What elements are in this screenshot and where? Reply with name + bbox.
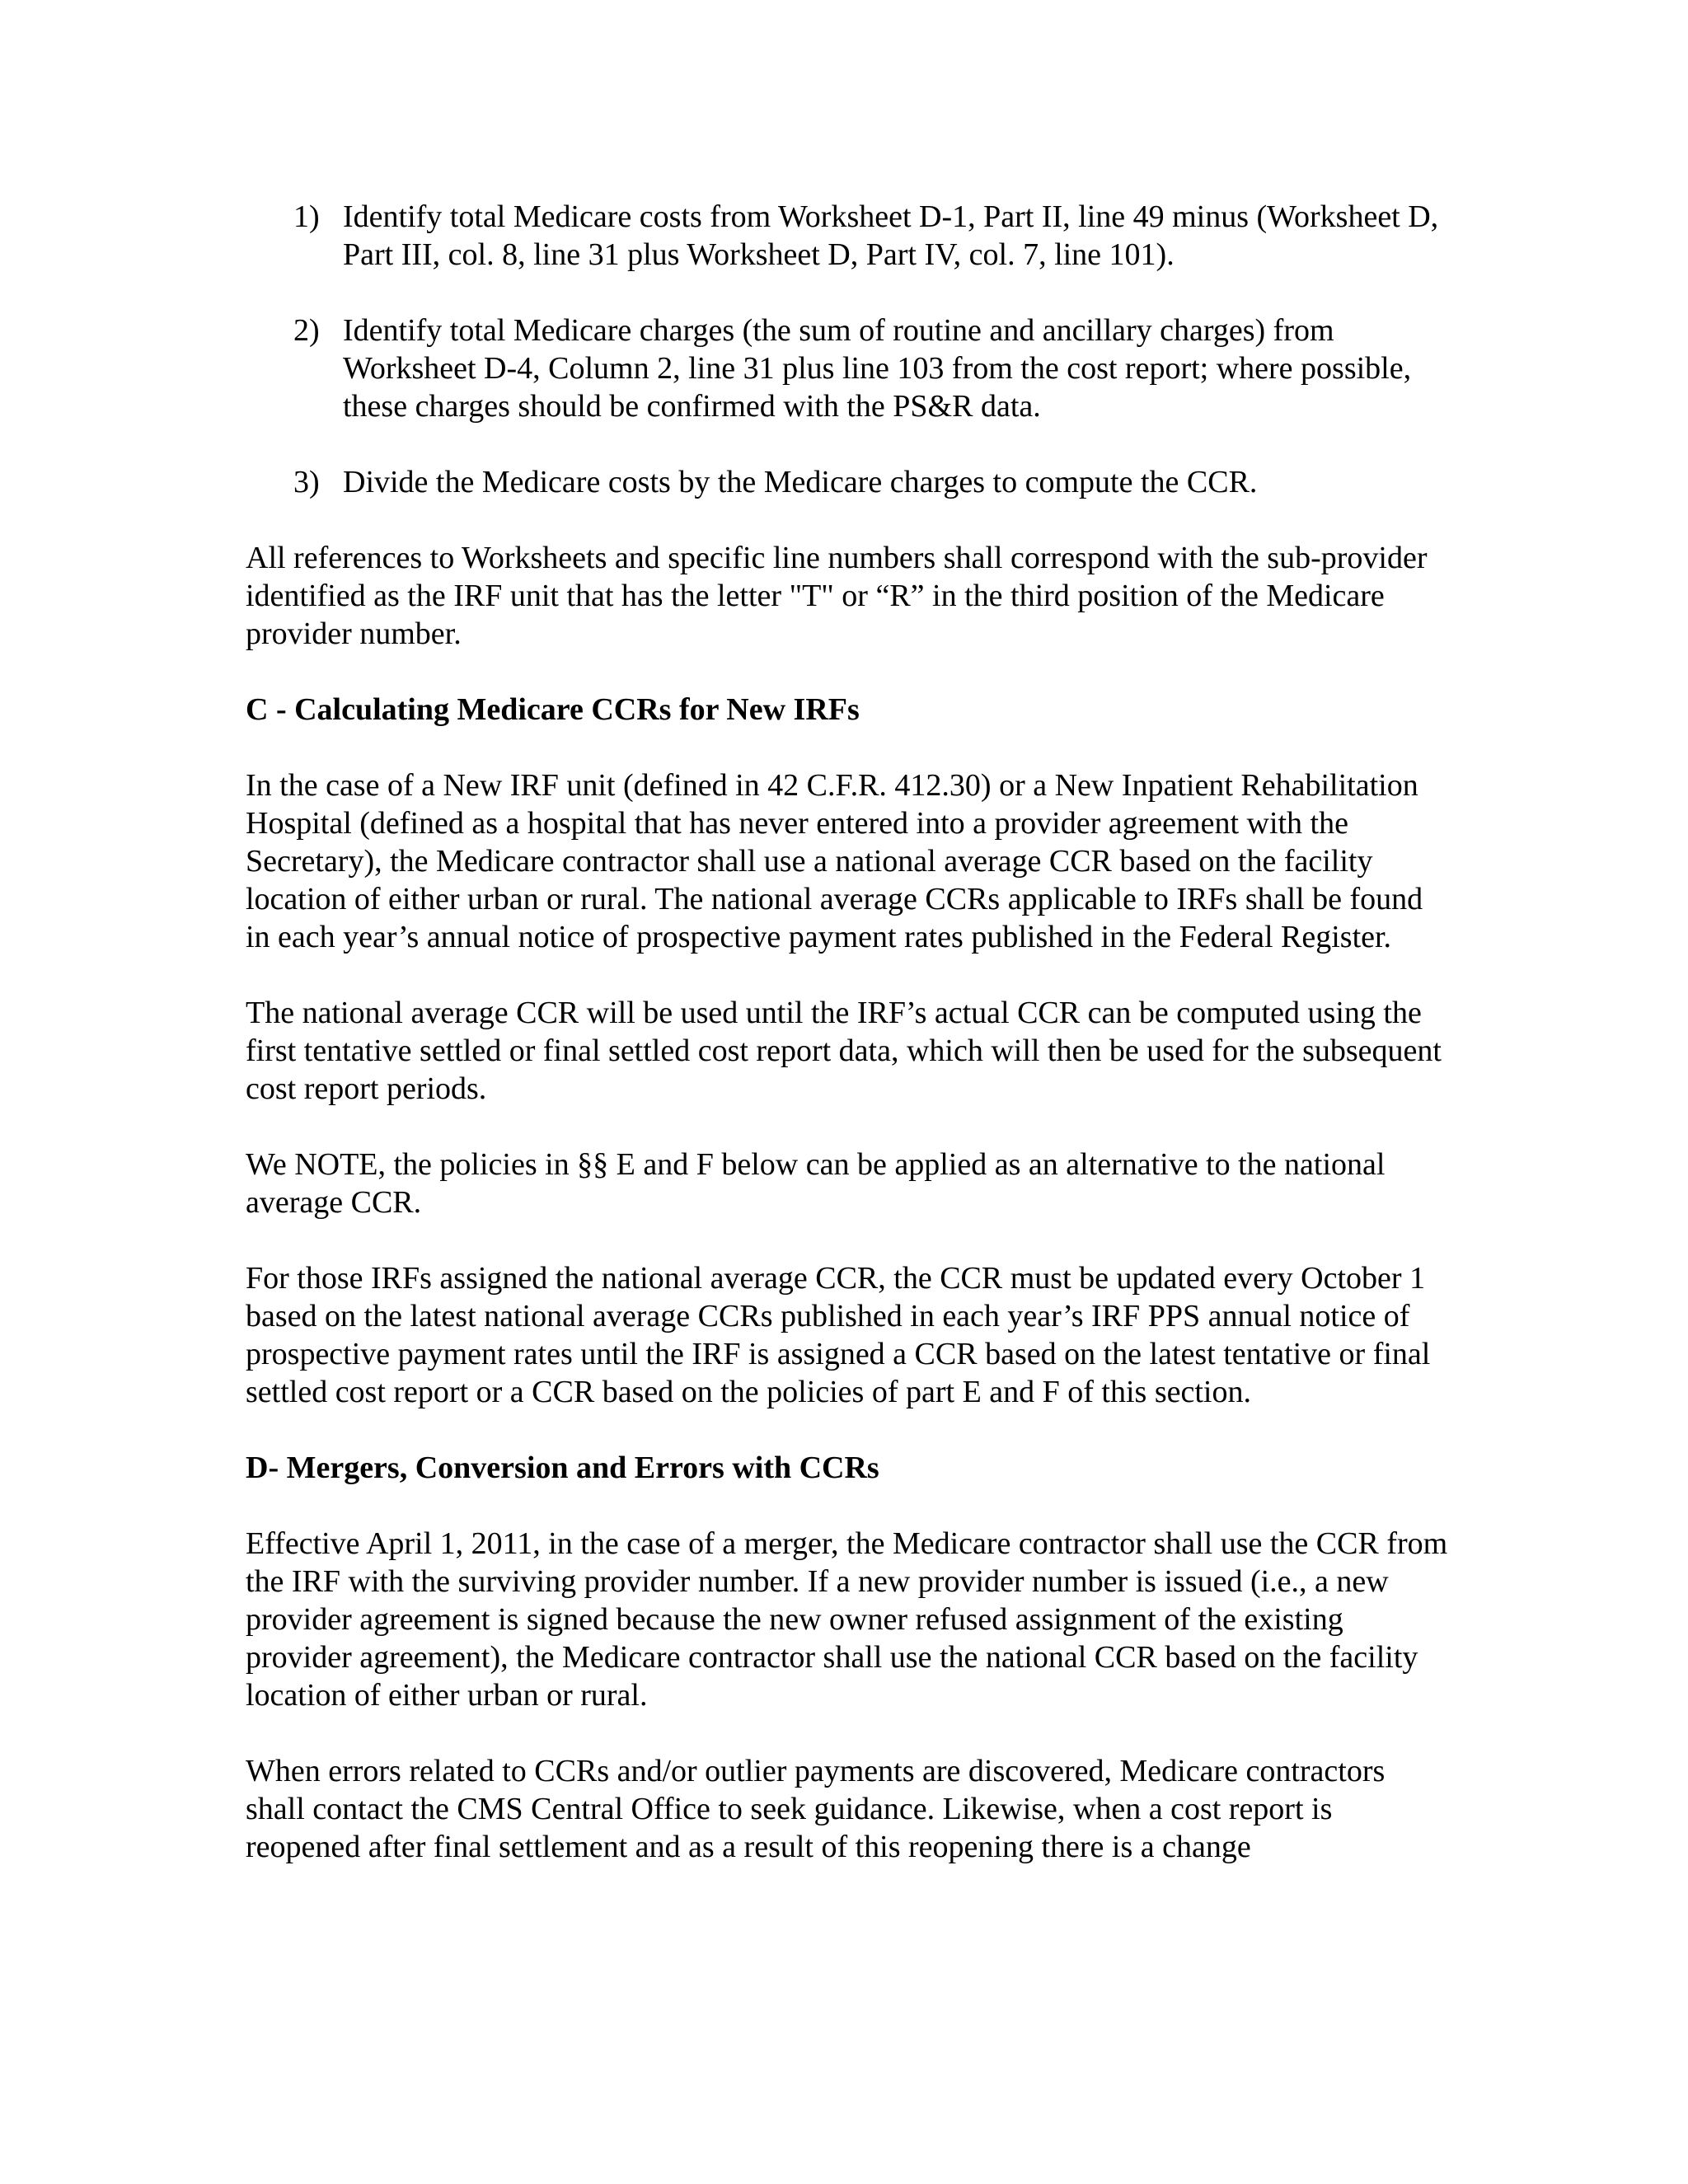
list-text: Identify total Medicare costs from Worksheet D-1, Part II, line 49 minus (Worksheet D, Part III, col. 8, line 31 plus Worksheet D, Part IV, col. 7, line 101). xyxy=(343,199,1439,272)
list-text: Divide the Medicare costs by the Medicare charges to compute the CCR. xyxy=(343,465,1258,499)
national-average-paragraph: The national average CCR will be used until the IRF’s actual CCR can be computed using the first tentative settled or final settled cost report data, which will then be used for the subsequent cost report periods. xyxy=(246,996,1442,1106)
list-item xyxy=(246,198,1449,274)
document-page xyxy=(246,198,1449,1904)
list-text: Identify total Medicare charges (the sum of routine and ancillary charges) from Worksheet D-4, Column 2, line 31 plus line 103 from the cost report; where possible, these charges should be confirmed with the PS&R data. xyxy=(343,313,1412,424)
list-number: 2) xyxy=(293,313,320,348)
section-heading-d: D- Mergers, Conversion and Errors with CCRs xyxy=(246,1451,879,1485)
ccr-steps-list xyxy=(246,198,1449,501)
list-item xyxy=(246,463,1449,501)
references-paragraph: All references to Worksheets and specific line numbers shall correspond with the sub-provider identified as the IRF unit that has the letter "T" or “R” in the third position of the Medicare provider number. xyxy=(246,541,1428,651)
errors-paragraph: When errors related to CCRs and/or outlier payments are discovered, Medicare contractors shall contact the CMS Central Office to seek guidance. Likewise, when a cost report is reopened after final settlement and as a result of this reopening there is a change xyxy=(246,1754,1386,1864)
update-paragraph: For those IRFs assigned the national average CCR, the CCR must be updated every October 1 based on the latest national average CCRs published in each year’s IRF PPS annual notice of prospective payment rates until the IRF is assigned a CCR based on the latest tentative or final settled cost report or a CCR based on the policies of part E and F of this section. xyxy=(246,1261,1431,1409)
merger-paragraph: Effective April 1, 2011, in the case of a merger, the Medicare contractor shall use the CCR from the IRF with the surviving provider number. If a new provider number is issued (i.e., a new provider agreement is signed because the new owner refused assignment of the existing provider agreement), the Medicare contractor shall use the national CCR based on the facility location of either urban or rural. xyxy=(246,1526,1448,1713)
new-irf-paragraph: In the case of a New IRF unit (defined in 42 C.F.R. 412.30) or a New Inpatient Rehabilitation Hospital (defined as a hospital that has never entered into a provider agreement with the Secretary), the Medicare contractor shall use a national average CCR based on the facility location of either urban or rural. The national average CCRs applicable to IRFs shall be found in each year’s annual notice of prospective payment rates published in the Federal Register. xyxy=(246,768,1423,954)
list-number: 1) xyxy=(293,199,320,234)
list-item xyxy=(246,312,1449,425)
note-paragraph: We NOTE, the policies in §§ E and F below can be applied as an alternative to the national average CCR. xyxy=(246,1147,1386,1220)
section-heading-c: C - Calculating Medicare CCRs for New IRFs xyxy=(246,692,860,727)
list-number: 3) xyxy=(293,465,320,499)
